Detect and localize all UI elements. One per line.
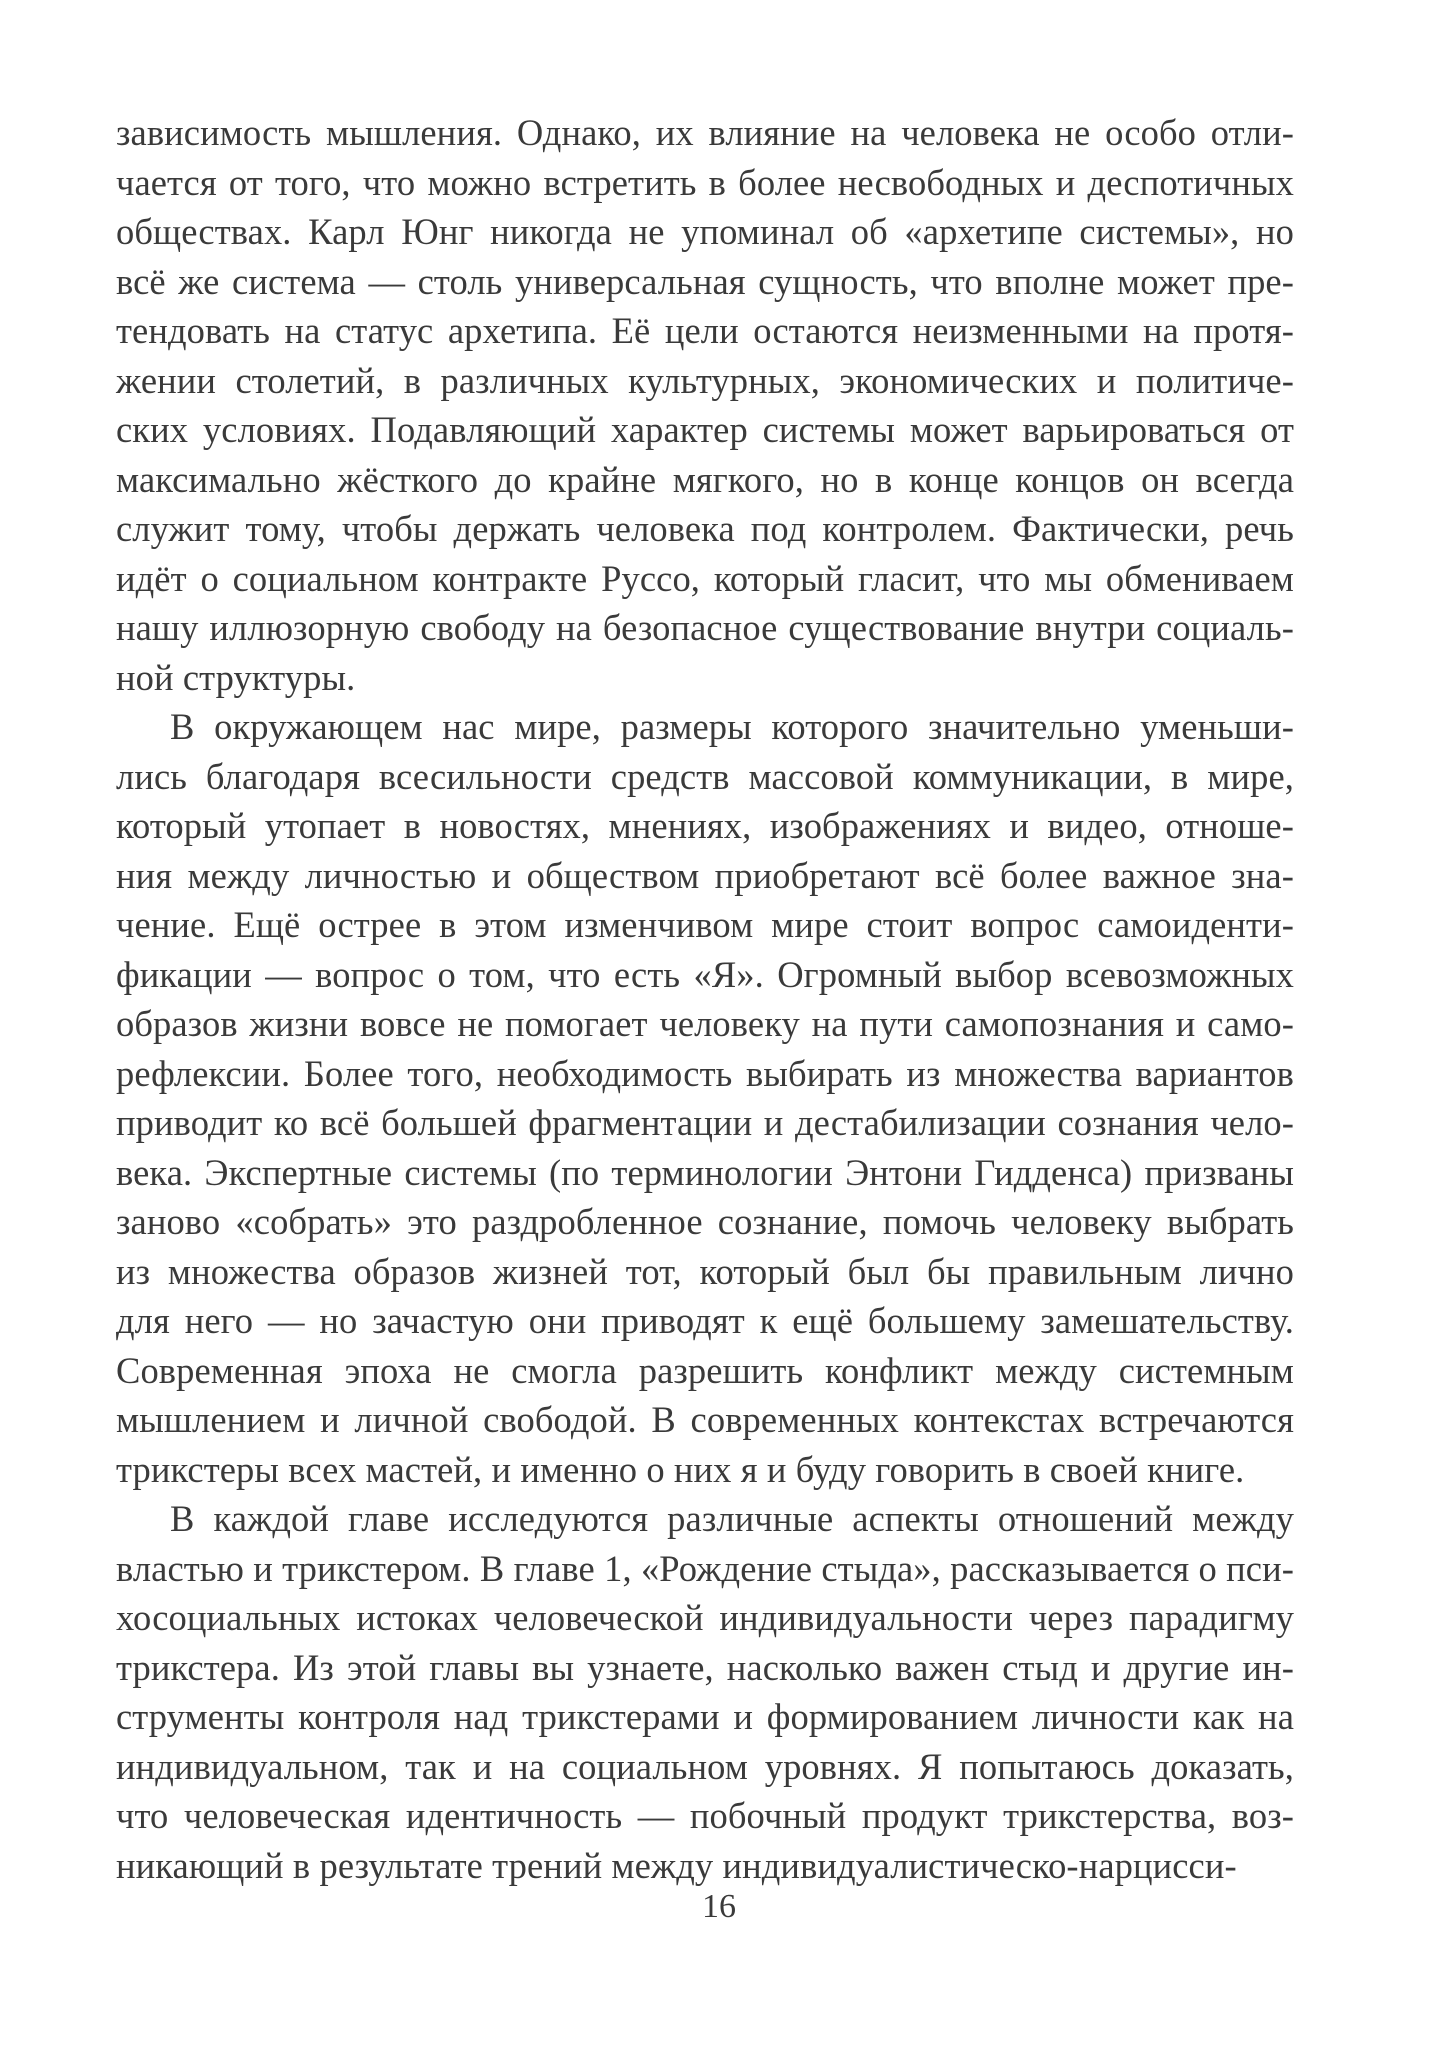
text-line: ских условиях. Подавляющий характер системы может варьироваться от [116,409,1294,450]
text-line: никающий в результате трений между индивидуалистическо-нарцисси- [116,1844,1237,1886]
text-line: хосоциальных истоках человеческой индивидуальности через парадигму [116,1597,1294,1638]
text-line: властью и трикстером. В главе 1, «Рождение стыда», рассказывается о пси- [116,1547,1294,1589]
text-line: чение. Ещё острее в этом изменчивом мире стоит вопрос самоиденти- [116,904,1294,945]
body-text [116,108,1294,1890]
text-line: мышлением и личной свободой. В современных контекстах встречаются [116,1399,1294,1440]
paragraph [116,702,1294,1494]
text-line: для него — но зачастую они приводят к ещё большему замешательству. [116,1300,1294,1341]
text-line: ния между личностью и обществом приобретают всё более важное зна- [116,854,1294,896]
text-line: трикстера. Из этой главы вы узнаете, насколько важен стыд и другие ин- [116,1646,1294,1688]
text-line: Современная эпоха не смогла разрешить конфликт между системным [116,1349,1294,1391]
text-line: образов жизни вовсе не помогает человеку на пути самопознания и само- [116,1003,1294,1044]
text-line: В окружающем нас мире, размеры которого значительно уменьши- [170,706,1294,747]
text-line: что человеческая идентичность — побочный продукт трикстерства, воз- [116,1795,1294,1836]
text-line: струменты контроля над трикстерами и формированием личности как на [116,1696,1294,1737]
text-line: приводит ко всё большей фрагментации и дестабилизации сознания чело- [116,1102,1294,1143]
text-line: обществах. Карл Юнг никогда не упоминал об «архетипе системы», но [116,211,1294,252]
text-line: века. Экспертные системы (по терминологии Энтони Гидденса) призваны [116,1151,1294,1193]
text-line: нашу иллюзорную свободу на безопасное существование внутри социаль- [116,607,1294,648]
text-line: из множества образов жизней тот, который был бы правильным лично [116,1250,1294,1292]
text-line: ной структуры. [116,656,356,698]
text-line: жении столетий, в различных культурных, экономических и политиче- [116,359,1294,401]
text-line: максимально жёсткого до крайне мягкого, но в конце концов он всегда [116,458,1294,500]
text-line: трикстеры всех мастей, и именно о них я и буду говорить в своей книге. [116,1448,1245,1490]
text-line: который утопает в новостях, мнениях, изображениях и видео, отноше- [116,805,1294,846]
text-line: лись благодаря всесильности средств массовой коммуникации, в мире, [116,755,1294,797]
text-line: В каждой главе исследуются различные аспекты отношений между [170,1498,1294,1539]
paragraph [116,1494,1294,1890]
text-line: всё же система — столь универсальная сущность, что вполне может пре- [116,260,1294,302]
text-line: фикации — вопрос о том, что есть «Я». Огромный выбор всевозможных [116,953,1294,995]
text-line: рефлексии. Более того, необходимость выбирать из множества вариантов [116,1052,1294,1094]
text-line: идёт о социальном контракте Руссо, который гласит, что мы обмениваем [116,557,1294,599]
text-line: индивидуальном, так и на социальном уровнях. Я попытаюсь доказать, [116,1745,1294,1787]
text-line: зависимость мышления. Однако, их влияние на человека не особо отли- [116,112,1294,153]
text-line: чается от того, что можно встретить в более несвободных и деспотичных [116,161,1294,203]
text-line: тендовать на статус архетипа. Её цели остаются неизменными на протя- [116,310,1294,351]
page-number: 16 [702,1888,736,1925]
paragraph [116,108,1294,702]
text-line: заново «собрать» это раздробленное сознание, помочь человеку выбрать [116,1201,1294,1242]
text-line: служит тому, чтобы держать человека под контролем. Фактически, речь [116,508,1294,549]
